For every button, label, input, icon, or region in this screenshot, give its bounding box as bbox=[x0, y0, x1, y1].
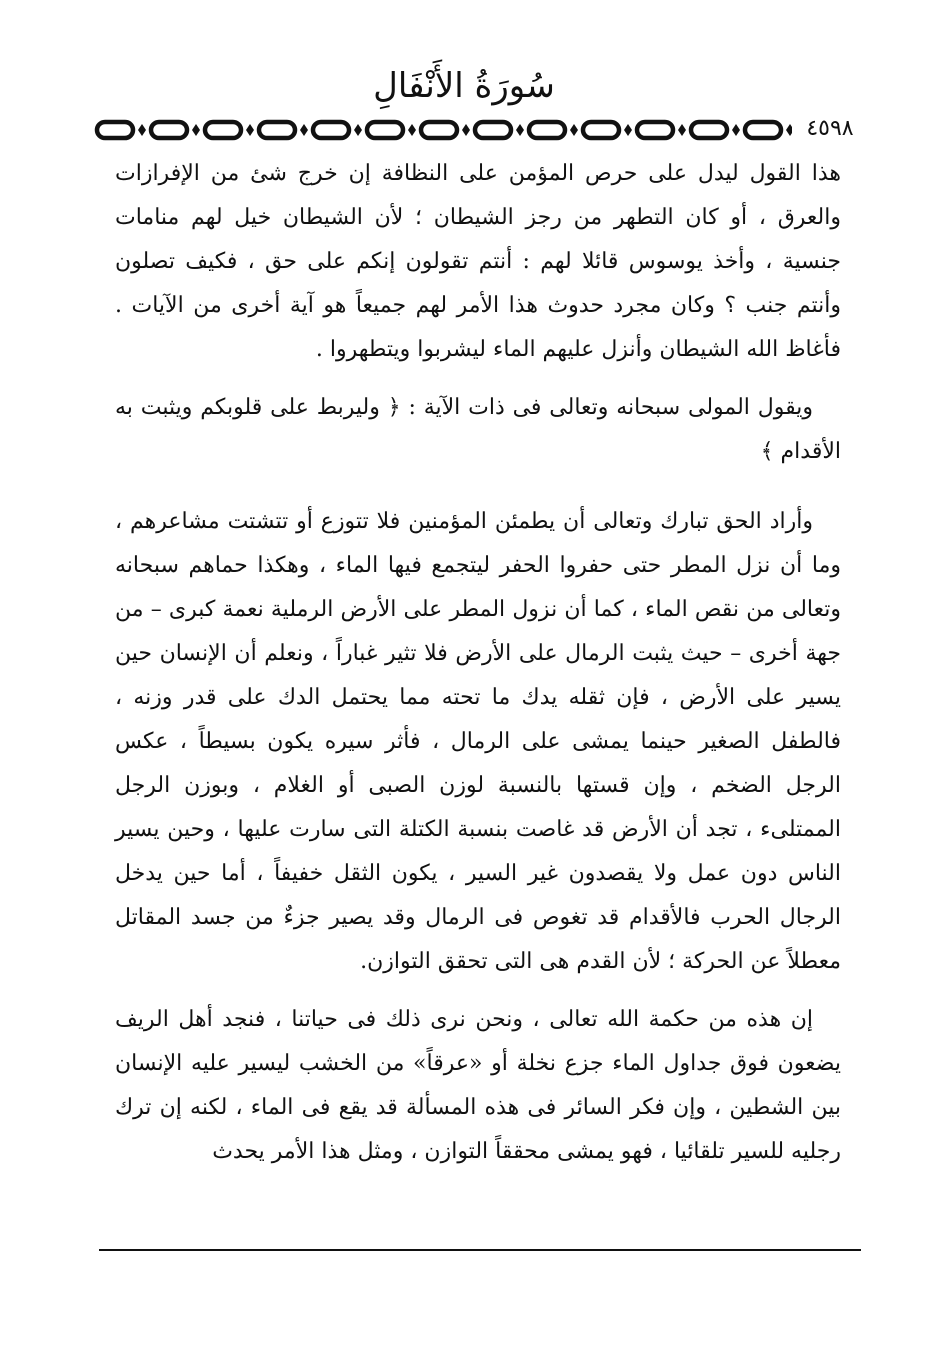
paragraph: هذا القول ليدل على حرص المؤمن على النظافة إن خرج شئ من الإفرازات والعرق ، أو كان التطهر من رجز الشيطان ؛ لأن الشيطان خيل لهم منامات جنسية ، وأخذ يوسوس قائلا لهم : أنتم تقولون إنكم على حق ، فكيف تصلون وأنتم جنب ؟ وكان مجرد حدوث هذا الأمر لهم جميعاً هو آية أخرى من الآيات . فأغاظ الله الشيطان وأنزل عليهم الماء ليشربوا ويتطهروا . bbox=[115, 161, 841, 362]
page-number: ٤٥٩٨ bbox=[792, 116, 868, 142]
paragraph: إن هذه من حكمة الله تعالى ، ونحن نرى ذلك فى حياتنا ، فنجد أهل الريف يضعون فوق جداول الماء جزع نخلة أو «عرقاً» من الخشب ليسير عليه الإنسان بين الشطين ، وإن فكر السائر فى هذه المسألة قد يقع فى الماء ، لكنه إن ترك رجليه للسير تلقائيا ، فهو يمشى محققاً التوازن ، ومثل هذا الأمر يحدث bbox=[115, 1007, 841, 1164]
ornament-chain-icon bbox=[93, 118, 863, 142]
paragraph: ويقول المولى سبحانه وتعالى فى ذات الآية : ﴿ وليربط على قلوبكم ويثبت به الأقدام ﴾ bbox=[115, 395, 841, 464]
ornamental-border bbox=[93, 118, 863, 142]
paragraph: وأراد الحق تبارك وتعالى أن يطمئن المؤمنين فلا تتوزع أو تتشتت مشاعرهم ، وما أن نزل المطر حتى حفروا الحفر ليتجمع فيها الماء ، وهكذا حماهم سبحانه وتعالى من نقص الماء ، كما أن نزول المطر على الأرض الرملية نعمة كبرى – من جهة أخرى – حيث يثبت الرمال على الأرض فلا تثير غباراً ، ونعلم أن الإنسان حين يسير على الأرض ، فإن ثقله يدك ما تحته مما يحتمل الدك على قدر وزنه ، فالطفل الصغير حينما يمشى على الرمال ، فأثر سيره يكون بسيطاً ، عكس الرجل الضخم ، وإن قستها بالنسبة لوزن الصبى أو الغلام ، وبوزن الرجل الممتلىء ، تجد أن الأرض قد غاصت بنسبة الكتلة التى سارت عليها ، وحين يسير الناس دون عمل ولا يقصدون غير السير ، يكون الثقل خفيفاً ، أما حين يدخل الرجال الحرب فالأقدام قد تغوص فى الرمال وقد يصير جزءٌ من جسد المقاتل معطلاً عن الحركة ؛ لأن القدم هى التى تحقق التوازن. bbox=[115, 509, 841, 974]
footer-divider bbox=[99, 1249, 861, 1251]
body-text bbox=[115, 152, 841, 1174]
surah-title: سُورَةُ الأَنْفَالِ bbox=[373, 66, 555, 106]
